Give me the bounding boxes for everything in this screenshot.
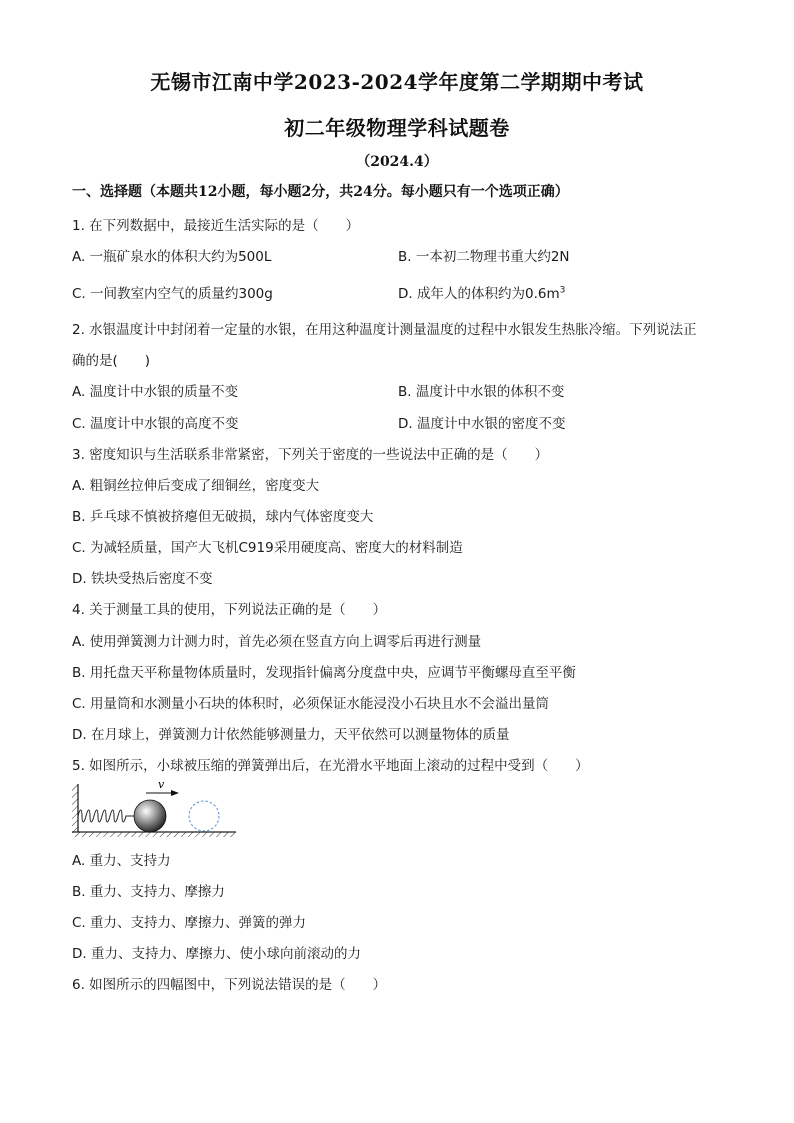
question-1-option-d-superscript: 3 — [559, 285, 566, 296]
question-1-option-d-text: D. 成年人的体积约为0.6m — [398, 286, 560, 302]
question-1-option-a: A. 一瓶矿泉水的体积大约为500L — [72, 249, 272, 265]
question-4-option-b: B. 用托盘天平称量物体质量时，发现指针偏离分度盘中央，应调节平衡螺母直至平衡 — [72, 665, 576, 681]
question-5-option-c: C. 重力、支持力、摩擦力、弹簧的弹力 — [72, 915, 307, 931]
question-2-stem-line2: 确的是( ) — [72, 353, 151, 369]
section-heading: 一、选择题（本题共12小题，每小题2分，共24分。每小题只有一个选项正确） — [72, 184, 569, 200]
question-4-option-a: A. 使用弹簧测力计测力时，首先必须在竖直方向上调零后再进行测量 — [72, 634, 482, 650]
spring-icon — [78, 810, 134, 822]
ball-icon — [134, 800, 166, 832]
question-4-option-d: D. 在月球上，弹簧测力计依然能够测量力，天平依然可以测量物体的质量 — [72, 727, 510, 743]
question-3-option-b: B. 乒乓球不慎被挤瘪但无破损，球内气体密度变大 — [72, 509, 374, 525]
question-1-option-c: C. 一间教室内空气的质量约300g — [72, 286, 273, 302]
question-2-option-b: B. 温度计中水银的体积不变 — [398, 384, 565, 400]
spring-ball-figure — [70, 778, 240, 840]
question-3-option-d: D. 铁块受热后密度不变 — [72, 571, 213, 587]
question-5-stem: 5. 如图所示，小球被压缩的弹簧弹出后，在光滑水平地面上滚动的过程中受到（ ） — [72, 758, 589, 774]
ground-hatching — [72, 832, 236, 837]
question-5-option-b: B. 重力、支持力、摩擦力 — [72, 884, 225, 900]
question-1-option-b: B. 一本初二物理书重大约2N — [398, 249, 570, 265]
question-4-stem: 4. 关于测量工具的使用，下列说法正确的是（ ） — [72, 602, 387, 618]
exam-date: （2024.4） — [356, 154, 438, 170]
question-5-option-d: D. 重力、支持力、摩擦力、使小球向前滚动的力 — [72, 946, 361, 962]
question-3-stem: 3. 密度知识与生活联系非常紧密，下列关于密度的一些说法中正确的是（ ） — [72, 447, 549, 463]
question-3-option-c: C. 为减轻质量，国产大飞机C919采用硬度高、密度大的材料制造 — [72, 540, 463, 556]
velocity-arrow-head — [171, 790, 179, 796]
velocity-label: v — [158, 778, 165, 791]
question-1-option-d — [398, 282, 565, 302]
question-1-stem: 1. 在下列数据中，最接近生活实际的是（ ） — [72, 218, 360, 234]
exam-title: 无锡市江南中学2023-2024学年度第二学期期中考试 — [150, 70, 644, 94]
question-4-option-c: C. 用量筒和水测量小石块的体积时，必须保证水能浸没小石块且水不会溢出量筒 — [72, 696, 550, 712]
question-2-stem-line1: 2. 水银温度计中封闭着一定量的水银，在用这种温度计测量温度的过程中水银发生热胀冷缩。下列说法正 — [72, 322, 697, 338]
exam-subtitle: 初二年级物理学科试题卷 — [284, 116, 510, 140]
question-2-option-a: A. 温度计中水银的质量不变 — [72, 384, 239, 400]
question-2-option-d: D. 温度计中水银的密度不变 — [398, 416, 566, 432]
question-3-option-a: A. 粗铜丝拉伸后变成了细铜丝，密度变大 — [72, 478, 320, 494]
question-2-option-c: C. 温度计中水银的高度不变 — [72, 416, 239, 432]
question-6-stem: 6. 如图所示的四幅图中，下列说法错误的是（ ） — [72, 977, 387, 993]
question-5-option-a: A. 重力、支持力 — [72, 853, 171, 869]
ball-outline-dashed — [189, 801, 219, 831]
wall-hatching — [72, 784, 78, 832]
